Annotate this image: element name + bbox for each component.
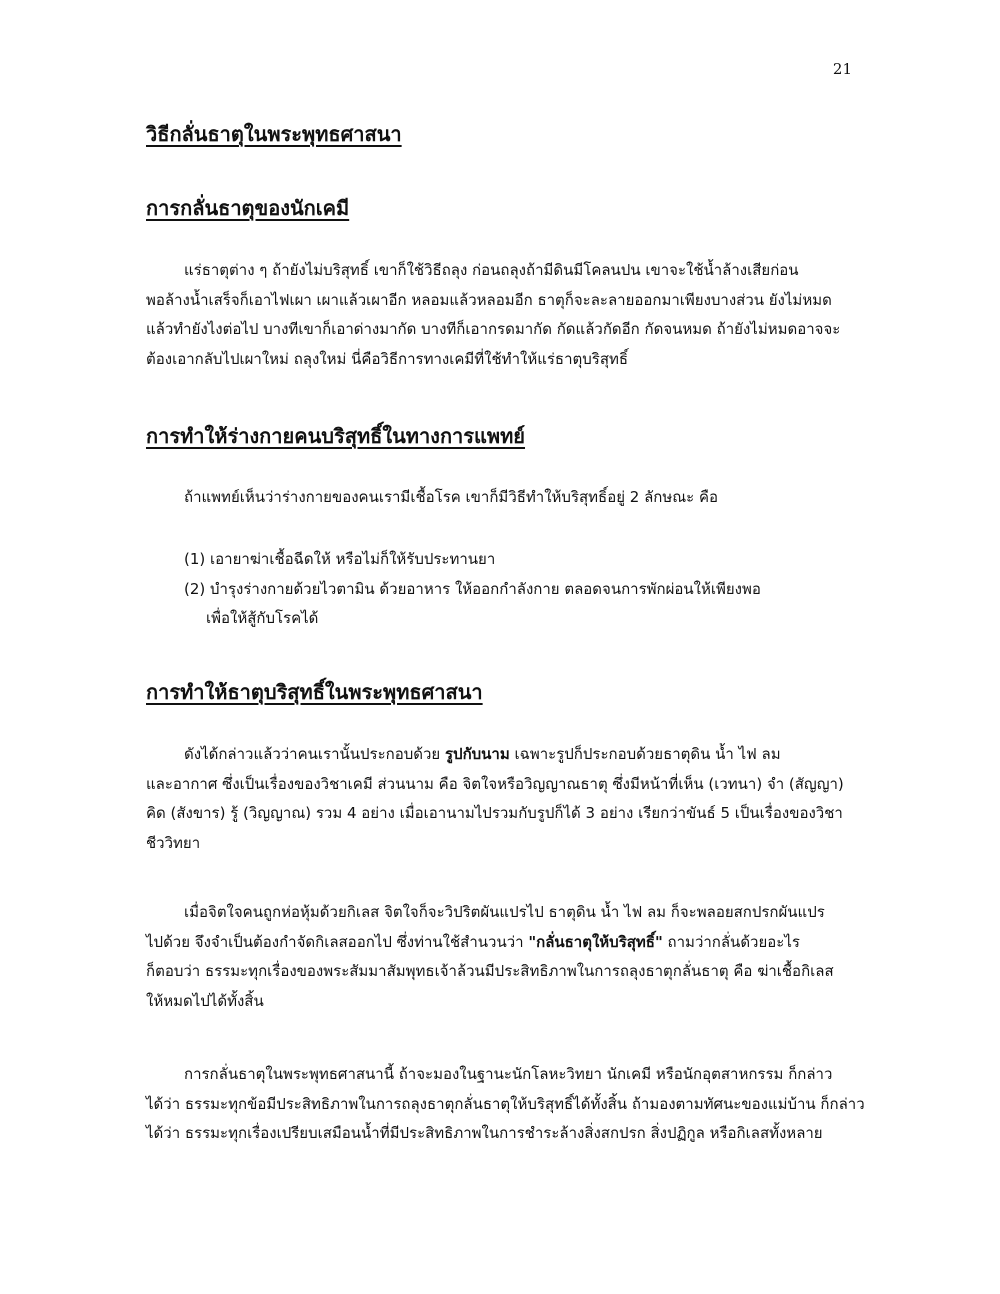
text-run: ดังได้กล่าวแล้วว่าคนเรานั้นประกอบด้วย — [184, 745, 445, 763]
paragraph-buddhism-1 — [146, 740, 866, 858]
paragraph-line: ได้ว่า ธรรมะทุกเรื่องเปรียบเสมือนน้ำที่มีประสิทธิภาพในการชำระล้างสิ่งสกปรก สิ่งปฏิกูล หรือกิเลสทั้งหลาย — [146, 1124, 823, 1142]
text-run: เฉพาะรูปก็ประกอบด้วยธาตุดิน น้ำ ไฟ ลม — [509, 745, 781, 763]
paragraph-line: พอล้างน้ำเสร็จก็เอาไฟเผา เผาแล้วเผาอีก หลอมแล้วหลอมอีก ธาตุก็จะละลายออกมาเพียงบางส่วน ยังไม่หมด — [146, 290, 832, 309]
paragraph-buddhism-3 — [146, 1060, 866, 1149]
paragraph-line: ถ้าแพทย์เห็นว่าร่างกายของคนเรามีเชื้อโรค เขาก็มีวิธีทำให้บริสุทธิ์อยู่ 2 ลักษณะ คือ — [184, 488, 719, 506]
paragraph-line: และอากาศ ซึ่งเป็นเรื่องของวิชาเคมี ส่วนนาม คือ จิตใจหรือวิญญาณธาตุ ซึ่งมีหน้าที่เห็น (เวทนา) จำ (สัญญา) — [146, 774, 844, 793]
text-run: ไปด้วย จึงจำเป็นต้องกำจัดกิเลสออกไป ซึ่งท่านใช้สำนวนว่า — [146, 932, 529, 951]
paragraph-buddhism-2 — [146, 898, 866, 1016]
paragraph-chemist — [146, 256, 866, 374]
paragraph-line: แล้วทำยังไงต่อไป บางทีเขาก็เอาด่างมากัด บางทีก็เอากรดมากัด กัดแล้วกัดอีก กัดจนหมด ถ้ายังไม่หมดอาจจะ — [146, 320, 841, 338]
section-heading-medical: การทำให้ร่างกายคนบริสุทธิ์ในทางการแพทย์ — [146, 424, 526, 448]
paragraph-medical-intro — [146, 483, 866, 513]
page-number: 21 — [832, 60, 852, 78]
paragraph-line — [146, 740, 866, 770]
paragraph-line: ก็ตอบว่า ธรรมะทุกเรื่องของพระสัมมาสัมพุทธเจ้าล้วนมีประสิทธิภาพในการถลุงธาตุกลั่นธาตุ คือ ฆ่าเชื้อกิเลส — [146, 962, 834, 980]
section-heading-buddhism: การทำให้ธาตุบริสุทธิ์ในพระพุทธศาสนา — [146, 680, 483, 704]
paragraph-line: ให้หมดไปได้ทั้งสิ้น — [146, 991, 264, 1010]
paragraph-line: แร่ธาตุต่าง ๆ ถ้ายังไม่บริสุทธิ์ เขาก็ใช้วิธีถลุง ก่อนถลุงถ้ามีดินมีโคลนปน เขาจะใช้น้ำล้างเสียก่อน — [184, 261, 799, 279]
paragraph-line: ได้ว่า ธรรมะทุกข้อมีประสิทธิภาพในการถลุงธาตุกลั่นธาตุให้บริสุทธิ์ได้ทั้งสิ้น ถ้ามองตามทัศนะของแม่บ้าน ก็กล่าว — [146, 1094, 865, 1113]
bold-term: รูปกับนาม — [444, 745, 510, 763]
paragraph-line: เมื่อจิตใจคนถูกห่อหุ้มด้วยกิเลส จิตใจก็จะวิปริตผันแปรไป ธาตุดิน น้ำ ไฟ ลม ก็จะพลอยสกปรกผันแปร — [184, 903, 825, 921]
page-title: วิธีกลั่นธาตุในพระพุทธศาสนา — [146, 122, 402, 146]
paragraph-line: คิด (สังขาร) รู้ (วิญญาณ) รวม 4 อย่าง เมื่อเอานามไปรวมกับรูปก็ได้ 3 อย่าง เรียกว่าขันธ์ 5 เป็นเรื่องของวิชา — [146, 804, 843, 822]
paragraph-line: ชีววิทยา — [146, 833, 201, 852]
list-item-continuation: เพื่อให้สู้กับโรคได้ — [206, 609, 319, 627]
paragraph-line — [146, 928, 866, 958]
paragraph-line: ต้องเอากลับไปเผาใหม่ ถลุงใหม่ นี่คือวิธีการทางเคมีที่ใช้ทำให้แร่ธาตุบริสุทธิ์ — [146, 349, 629, 368]
text-run: ถามว่ากลั่นด้วยอะไร — [662, 932, 800, 951]
bold-quote: "กลั่นธาตุให้บริสุทธิ์" — [528, 932, 663, 951]
paragraph-line: การกลั่นธาตุในพระพุทธศาสนานี้ ถ้าจะมองในฐานะนักโลหะวิทยา นักเคมี หรือนักอุตสาหกรรม ก็กล่าว — [184, 1065, 833, 1083]
list-item: (1) เอายาฆ่าเชื้อฉีดให้ หรือไม่ก็ให้รับประทานยา — [184, 550, 496, 568]
medical-methods-list — [146, 545, 866, 634]
section-heading-chemist: การกลั่นธาตุของนักเคมี — [146, 196, 350, 220]
list-item: (2) บำรุงร่างกายด้วยไวตามิน ด้วยอาหาร ให้ออกกำลังกาย ตลอดจนการพักผ่อนให้เพียงพอ — [184, 579, 761, 598]
